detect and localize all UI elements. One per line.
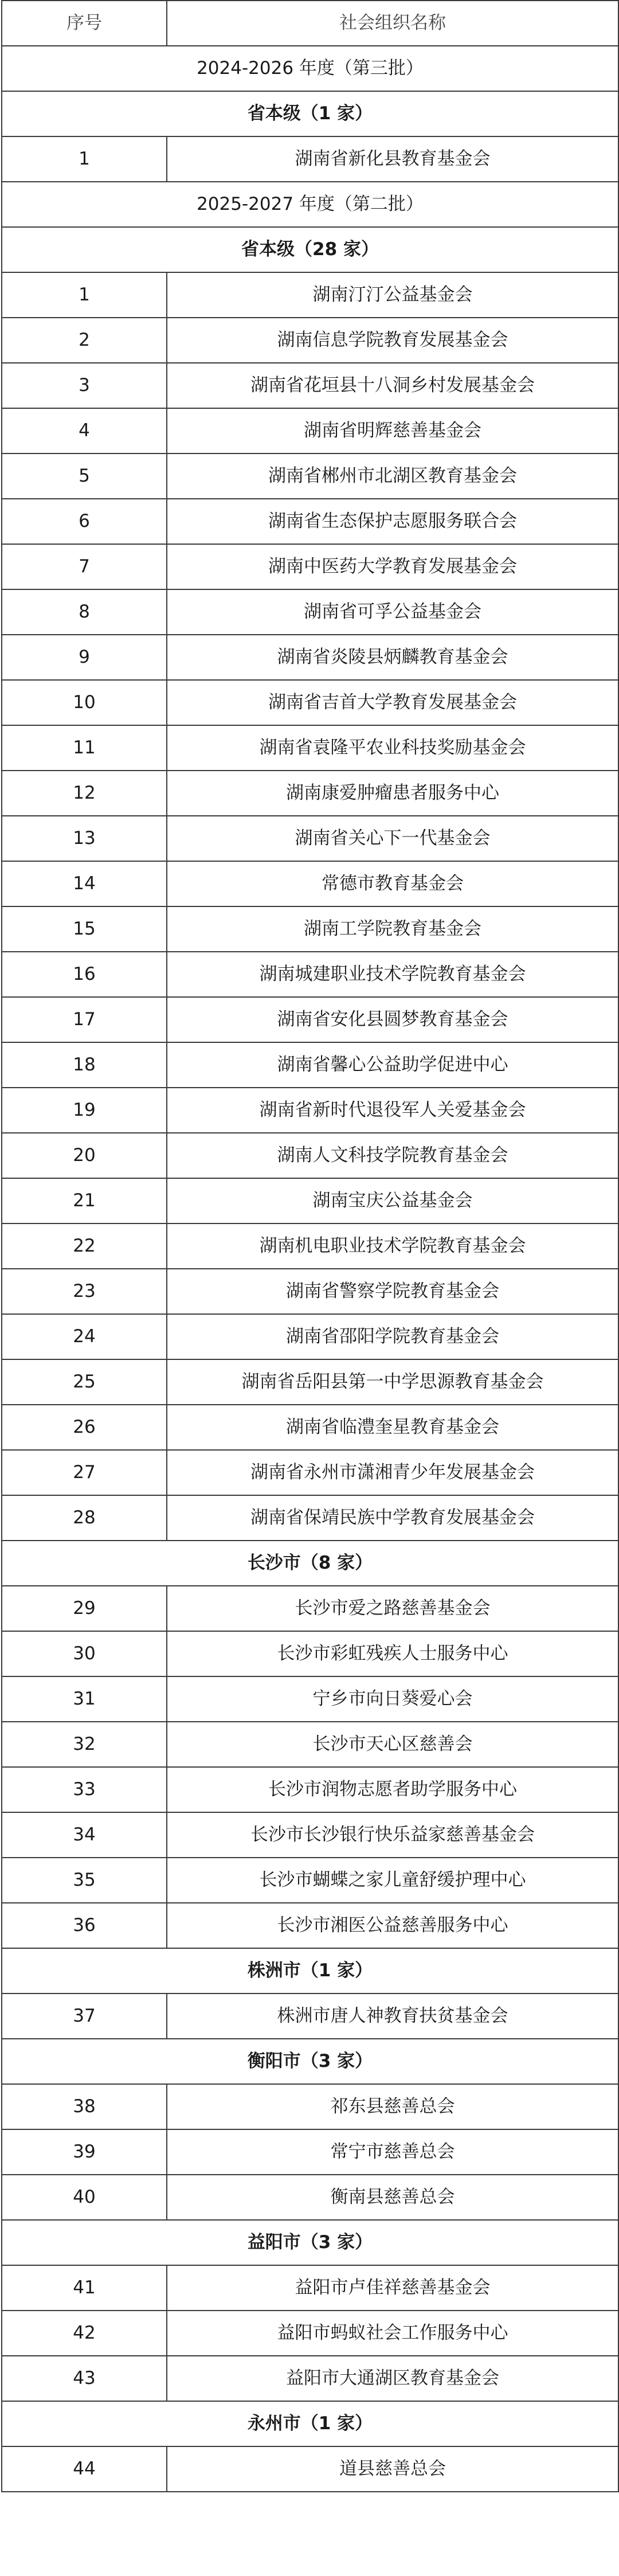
table-row: [2, 1178, 618, 1223]
table-row: [2, 544, 618, 589]
row-index: 12: [2, 771, 167, 816]
table-row: [2, 1858, 618, 1903]
organization-name: 湖南省明辉慈善基金会: [167, 408, 618, 454]
row-index: 16: [2, 952, 167, 997]
row-index: 40: [2, 2175, 167, 2220]
region-section-row: [2, 2220, 618, 2265]
row-index: 20: [2, 1133, 167, 1178]
region-section-title: 益阳市（3 家）: [2, 2220, 618, 2265]
row-index: 17: [2, 997, 167, 1042]
table-row: [2, 318, 618, 363]
organization-name: 祁东县慈善总会: [167, 2084, 618, 2129]
organization-list-sheet: [1, 0, 618, 2492]
row-index: 21: [2, 1178, 167, 1223]
table-row: [2, 1269, 618, 1314]
row-index: 14: [2, 861, 167, 906]
row-index: 41: [2, 2265, 167, 2311]
table-row: [2, 454, 618, 499]
row-index: 39: [2, 2129, 167, 2175]
table-row: [2, 725, 618, 771]
row-index: 9: [2, 635, 167, 680]
row-index: 36: [2, 1903, 167, 1948]
row-index: 15: [2, 906, 167, 952]
table-row: [2, 363, 618, 408]
organization-name: 湖南省岳阳县第一中学思源教育基金会: [167, 1359, 618, 1405]
table-row: [2, 861, 618, 906]
row-index: 13: [2, 816, 167, 861]
organization-name: 长沙市天心区慈善会: [167, 1722, 618, 1767]
table-row: [2, 1903, 618, 1948]
organization-name: 湖南省邵阳学院教育基金会: [167, 1314, 618, 1359]
organization-name: 湖南省花垣县十八洞乡村发展基金会: [167, 363, 618, 408]
table-row: [2, 2356, 618, 2401]
table-row: [2, 1495, 618, 1541]
organization-name: 常德市教育基金会: [167, 861, 618, 906]
table-row: [2, 2446, 618, 2492]
table-row: [2, 2311, 618, 2356]
row-index: 2: [2, 318, 167, 363]
period-header-row: [2, 46, 618, 91]
organization-name: 长沙市湘医公益慈善服务中心: [167, 1903, 618, 1948]
row-index: 22: [2, 1223, 167, 1269]
table-row: [2, 680, 618, 725]
organization-name: 湖南省馨心公益助学促进中心: [167, 1042, 618, 1088]
row-index: 28: [2, 1495, 167, 1541]
organization-name: 湖南省临澧奎星教育基金会: [167, 1405, 618, 1450]
row-index: 30: [2, 1631, 167, 1676]
organization-name: 湖南中医药大学教育发展基金会: [167, 544, 618, 589]
organization-name: 湖南省保靖民族中学教育发展基金会: [167, 1495, 618, 1541]
region-section-title: 长沙市（8 家）: [2, 1541, 618, 1586]
organization-name: 长沙市润物志愿者助学服务中心: [167, 1767, 618, 1812]
name-column-header: 社会组织名称: [167, 1, 618, 46]
organization-name: 湖南人文科技学院教育基金会: [167, 1133, 618, 1178]
row-index: 6: [2, 499, 167, 544]
organization-name: 湖南省袁隆平农业科技奖励基金会: [167, 725, 618, 771]
period-title: 2024-2026 年度（第三批）: [2, 46, 618, 91]
table-row: [2, 635, 618, 680]
organization-name: 湖南工学院教育基金会: [167, 906, 618, 952]
row-index: 10: [2, 680, 167, 725]
table-row: [2, 2084, 618, 2129]
region-section-row: [2, 91, 618, 136]
table-row: [2, 1631, 618, 1676]
organization-name: 长沙市彩虹残疾人士服务中心: [167, 1631, 618, 1676]
table-row: [2, 1993, 618, 2039]
table-row: [2, 1586, 618, 1631]
table-row: [2, 1042, 618, 1088]
row-index: 26: [2, 1405, 167, 1450]
row-index: 7: [2, 544, 167, 589]
organization-name: 湖南汀汀公益基金会: [167, 272, 618, 318]
region-section-row: [2, 1541, 618, 1586]
table-body: [2, 46, 618, 2492]
row-index: 42: [2, 2311, 167, 2356]
organization-name: 长沙市爱之路慈善基金会: [167, 1586, 618, 1631]
organization-name: 株洲市唐人神教育扶贫基金会: [167, 1993, 618, 2039]
table-row: [2, 1812, 618, 1858]
organization-name: 湖南省炎陵县炳麟教育基金会: [167, 635, 618, 680]
row-index: 31: [2, 1676, 167, 1722]
table-row: [2, 1405, 618, 1450]
organization-name: 益阳市蚂蚁社会工作服务中心: [167, 2311, 618, 2356]
table-row: [2, 1676, 618, 1722]
region-section-title: 衡阳市（3 家）: [2, 2039, 618, 2084]
row-index: 18: [2, 1042, 167, 1088]
table-row: [2, 136, 618, 182]
organization-name: 湖南省生态保护志愿服务联合会: [167, 499, 618, 544]
table-row: [2, 2175, 618, 2220]
row-index: 19: [2, 1088, 167, 1133]
organization-name: 长沙市蝴蝶之家儿童舒缓护理中心: [167, 1858, 618, 1903]
organization-name: 湖南省可孚公益基金会: [167, 589, 618, 635]
organization-name: 常宁市慈善总会: [167, 2129, 618, 2175]
row-index: 8: [2, 589, 167, 635]
organization-name: 衡南县慈善总会: [167, 2175, 618, 2220]
organization-table: [1, 0, 619, 2492]
row-index: 11: [2, 725, 167, 771]
period-title: 2025-2027 年度（第二批）: [2, 182, 618, 227]
row-index: 24: [2, 1314, 167, 1359]
table-row: [2, 2129, 618, 2175]
row-index: 5: [2, 454, 167, 499]
row-index: 27: [2, 1450, 167, 1495]
region-section-title: 省本级（1 家）: [2, 91, 618, 136]
table-row: [2, 1767, 618, 1812]
organization-name: 湖南省吉首大学教育发展基金会: [167, 680, 618, 725]
table-row: [2, 1450, 618, 1495]
organization-name: 湖南省新时代退役军人关爱基金会: [167, 1088, 618, 1133]
row-index: 37: [2, 1993, 167, 2039]
table-row: [2, 997, 618, 1042]
index-column-header: 序号: [2, 1, 167, 46]
row-index: 29: [2, 1586, 167, 1631]
table-row: [2, 589, 618, 635]
table-row: [2, 771, 618, 816]
organization-name: 湖南省警察学院教育基金会: [167, 1269, 618, 1314]
table-row: [2, 499, 618, 544]
row-index: 3: [2, 363, 167, 408]
organization-name: 湖南省新化县教育基金会: [167, 136, 618, 182]
row-index: 32: [2, 1722, 167, 1767]
table-row: [2, 2265, 618, 2311]
row-index: 1: [2, 272, 167, 318]
organization-name: 湖南省安化县圆梦教育基金会: [167, 997, 618, 1042]
row-index: 25: [2, 1359, 167, 1405]
organization-name: 宁乡市向日葵爱心会: [167, 1676, 618, 1722]
table-header-row: [2, 1, 618, 46]
row-index: 1: [2, 136, 167, 182]
row-index: 4: [2, 408, 167, 454]
region-section-row: [2, 1948, 618, 1993]
region-section-title: 省本级（28 家）: [2, 227, 618, 272]
organization-name: 益阳市卢佳祥慈善基金会: [167, 2265, 618, 2311]
table-row: [2, 408, 618, 454]
region-section-title: 永州市（1 家）: [2, 2401, 618, 2446]
table-row: [2, 1133, 618, 1178]
organization-name: 湖南省永州市潇湘青少年发展基金会: [167, 1450, 618, 1495]
organization-name: 湖南省关心下一代基金会: [167, 816, 618, 861]
organization-name: 湖南机电职业技术学院教育基金会: [167, 1223, 618, 1269]
table-row: [2, 1088, 618, 1133]
row-index: 43: [2, 2356, 167, 2401]
organization-name: 湖南宝庆公益基金会: [167, 1178, 618, 1223]
organization-name: 益阳市大通湖区教育基金会: [167, 2356, 618, 2401]
table-row: [2, 952, 618, 997]
organization-name: 道县慈善总会: [167, 2446, 618, 2492]
region-section-title: 株洲市（1 家）: [2, 1948, 618, 1993]
row-index: 38: [2, 2084, 167, 2129]
table-row: [2, 906, 618, 952]
region-section-row: [2, 2039, 618, 2084]
organization-name: 长沙市长沙银行快乐益家慈善基金会: [167, 1812, 618, 1858]
row-index: 23: [2, 1269, 167, 1314]
row-index: 35: [2, 1858, 167, 1903]
row-index: 34: [2, 1812, 167, 1858]
region-section-row: [2, 2401, 618, 2446]
organization-name: 湖南信息学院教育发展基金会: [167, 318, 618, 363]
table-row: [2, 1722, 618, 1767]
table-row: [2, 1223, 618, 1269]
row-index: 33: [2, 1767, 167, 1812]
organization-name: 湖南省郴州市北湖区教育基金会: [167, 454, 618, 499]
table-row: [2, 272, 618, 318]
table-row: [2, 1314, 618, 1359]
row-index: 44: [2, 2446, 167, 2492]
organization-name: 湖南康爱肿瘤患者服务中心: [167, 771, 618, 816]
table-row: [2, 816, 618, 861]
table-row: [2, 1359, 618, 1405]
region-section-row: [2, 227, 618, 272]
period-header-row: [2, 182, 618, 227]
organization-name: 湖南城建职业技术学院教育基金会: [167, 952, 618, 997]
